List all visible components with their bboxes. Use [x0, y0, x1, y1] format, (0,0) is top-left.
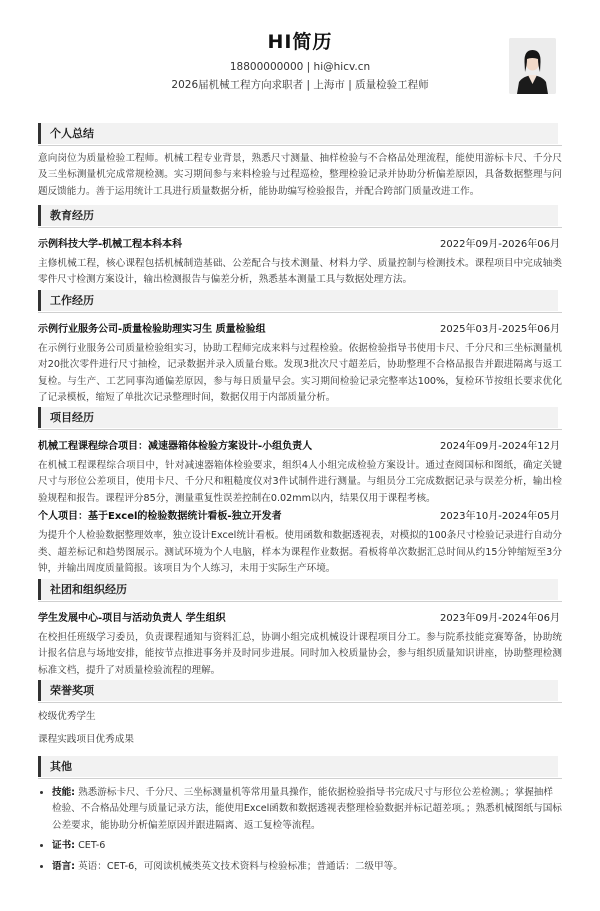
project-description: 为提升个人检验数据整理效率，独立设计Excel统计看板。使用函数和数据透视表，对模拟的100条尺寸检验记录进行自动分类、超差标记和趋势图展示。测试环境为个人电脑，样本为课程作业数据。看板将单次数据汇总时间从约15分钟缩短至3分钟，并输出周度质量简报。该项目为个人练习，未用于实际生产环境。 — [38, 530, 562, 575]
organization-entry-header — [38, 611, 562, 627]
profile-photo-icon — [509, 38, 556, 94]
company-name: 示例行业服务公司-质量检验助理实习生 质量检验组 — [38, 324, 266, 335]
section-title: 社团和组织经历 — [50, 583, 127, 596]
awards-section — [38, 680, 562, 748]
entry-date: 2025年03月-2025年06月 — [440, 324, 560, 335]
section-header — [38, 680, 562, 703]
section-header — [38, 290, 562, 313]
section-title: 项目经历 — [50, 411, 94, 424]
section-header — [38, 407, 562, 430]
section-header — [38, 756, 562, 779]
other-section — [38, 756, 562, 879]
project-entry-header — [38, 439, 562, 455]
organization-description: 在校担任班级学习委员，负责课程通知与资料汇总，协调小组完成机械设计课程项目分工。参与院系技能竞赛筹备，协助统计报名信息与场地安排，能按节点推进事务并及时同步进展。同时加入校质量协会，参与组织质量知识讲座，协助整理检测标准文档，提升了对质量检验流程的理解。 — [38, 632, 562, 676]
other-list — [38, 785, 562, 875]
item-label: 证书: — [52, 840, 76, 852]
projects-section — [38, 407, 562, 577]
certificate-item — [52, 838, 562, 854]
education-entry-header — [38, 237, 562, 253]
item-text: CET-6 — [78, 840, 106, 852]
section-header — [38, 205, 562, 228]
award-item: 课程实践项目优秀成果 — [38, 734, 134, 745]
project-description: 在机械工程课程综合项目中，针对减速器箱体检验要求，组织4人小组完成检验方案设计。通过查阅国标和图纸，确定关键尺寸与形位公差项目，使用卡尺、千分尺和粗糙度仪对3件试制件进行测量。与组员分工完成数据记录与误差分析，输出检验规程和报告。课程评分85分，测量重复性误差控制在0.02mm以内，结果仅用于课程考核。 — [38, 460, 562, 504]
organization-name: 学生发展中心-项目与活动负责人 学生组织 — [38, 613, 226, 624]
skills-item — [52, 785, 562, 834]
school-name: 示例科技大学-机械工程本科本科 — [38, 239, 183, 250]
education-section — [38, 205, 562, 289]
item-text: 英语：CET-6，可阅读机械类英文技术资料与检验标准；普通话：二级甲等。 — [78, 860, 403, 872]
job-intent: 2026届机械工程方向求职者 | 上海市 | 质量检验工程师 — [171, 79, 429, 91]
section-title: 工作经历 — [50, 294, 94, 307]
contact-info: 18800000000 | hi@hicv.cn — [229, 61, 371, 73]
summary-text: 意向岗位为质量检验工程师。机械工程专业背景，熟悉尺寸测量、抽样检验与不合格品处理流程，能使用游标卡尺、千分尺及三坐标测量机完成常规检测。实习期间参与来料检验与过程巡检，整理检验记录并协助分析偏差原因，具备数据整理与问题反馈能力。善于运用统计工具进行质量数据分析，能协助编写检验报告，并配合跨部门质量改进工作。 — [38, 153, 562, 197]
project-entry-header — [38, 509, 562, 525]
item-label: 语言: — [52, 860, 76, 872]
project-name: 个人项目：基于Excel的检验数据统计看板-独立开发者 — [38, 511, 282, 523]
work-section — [38, 290, 562, 407]
summary-section — [38, 123, 562, 200]
item-text: 熟悉游标卡尺、千分尺、三坐标测量机等常用量具操作，能依据检验指导书完成尺寸与形位公差检测。；掌握抽样检验、不合格品处理与质量记录方法，能使用Excel函数和数据透视表整理检验数据并标记超差项。；熟悉机械图纸与国标公差要求，能协助分析偏差原因并跟进隔离、返工复检等流程。 — [52, 787, 562, 831]
section-title: 教育经历 — [50, 209, 94, 222]
section-title: 其他 — [50, 760, 72, 773]
entry-date: 2023年09月-2024年06月 — [440, 613, 560, 624]
entry-date: 2022年09月-2026年06月 — [440, 239, 560, 250]
award-item: 校级优秀学生 — [38, 711, 96, 722]
candidate-name: HI简历 — [267, 31, 333, 53]
section-title: 荣誉奖项 — [50, 684, 94, 697]
social-section — [38, 579, 562, 679]
section-title: 个人总结 — [50, 127, 94, 140]
project-name: 机械工程课程综合项目：减速器箱体检验方案设计-小组负责人 — [38, 441, 313, 452]
work-description: 在示例行业服务公司质量检验组实习，协助工程师完成来料与过程检验。依据检验指导书使用卡尺、千分尺和三坐标测量机对20批次零件进行尺寸抽检，记录数据并录入质量台账。发现3批次尺寸超差后，协助整理不合格品报告并跟进隔离与返工复检。与生产、工艺同事沟通偏差原因，参与每日质量早会。实习期间检验记录完整率达100%，复检环节按组长要求优化了记录模板，缩短了单批次记录整理时间，数据仅用于内部质量分析。 — [38, 343, 562, 404]
entry-date: 2023年10月-2024年05月 — [440, 511, 560, 523]
education-description: 主修机械工程，核心课程包括机械制造基础、公差配合与技术测量、材料力学、质量控制与检测技术。课程项目中完成轴类零件尺寸检测方案设计，输出检测报告与偏差分析，熟悉基本测量工具与数据处理方法。 — [38, 258, 562, 286]
entry-date: 2024年09月-2024年12月 — [440, 441, 560, 452]
section-header — [38, 123, 562, 146]
section-header — [38, 579, 562, 602]
item-label: 技能: — [52, 787, 76, 798]
work-entry-header — [38, 322, 562, 338]
language-item — [52, 859, 562, 875]
avatar — [509, 38, 556, 94]
